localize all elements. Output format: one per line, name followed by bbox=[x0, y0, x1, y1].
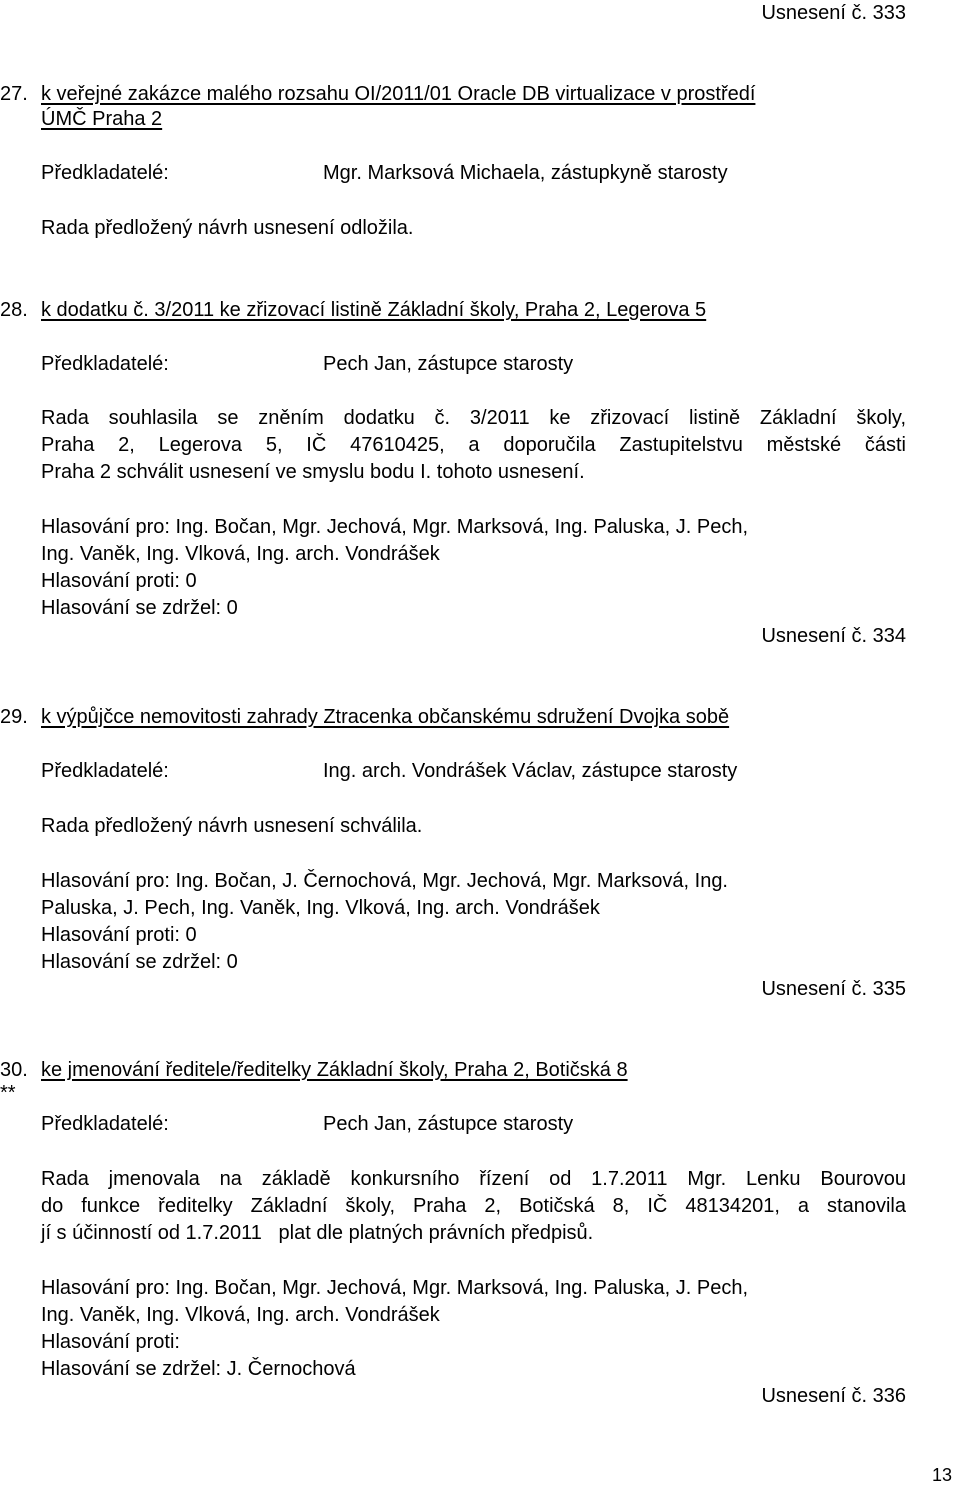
decision-text: Rada předložený návrh usnesení schválila. bbox=[41, 815, 423, 837]
submitter-name: Pech Jan, zástupce starosty bbox=[323, 353, 574, 375]
item-number: 29. bbox=[0, 706, 28, 728]
decision-text: Rada souhlasila se zněním dodatku č. 3/2011 ke zřizovací listině Základní školy, bbox=[41, 407, 906, 429]
vote-for: Ing. Vaněk, Ing. Vlková, Ing. arch. Vondrášek bbox=[41, 543, 440, 565]
vote-against: Hlasování proti: 0 bbox=[41, 924, 197, 946]
decision-text: jí s účinností od 1.7.2011 plat dle platných právních předpisů. bbox=[41, 1222, 594, 1244]
item-title: k veřejné zakázce malého rozsahu OI/2011/01 Oracle DB virtualizace v prostředí bbox=[41, 83, 756, 105]
item-title: k dodatku č. 3/2011 ke zřizovací listině Základní školy, Praha 2, Legerova 5 bbox=[41, 299, 707, 321]
page-number: 13 bbox=[931, 1465, 952, 1485]
resolution-number: Usnesení č. 334 bbox=[761, 625, 906, 647]
item-title: ke jmenování ředitele/ředitelky Základní školy, Praha 2, Botičská 8 bbox=[41, 1059, 628, 1081]
item-title: k výpůjčce nemovitosti zahrady Ztracenka občanskému sdružení Dvojka sobě bbox=[41, 706, 730, 728]
item-number: 30. bbox=[0, 1059, 28, 1081]
submitter-label: Předkladatelé: bbox=[41, 353, 169, 375]
vote-abstain: Hlasování se zdržel: 0 bbox=[41, 597, 238, 619]
resolution-number: Usnesení č. 335 bbox=[761, 978, 906, 1000]
decision-text: Praha 2 schválit usnesení ve smyslu bodu I. tohoto usnesení. bbox=[41, 461, 585, 483]
decision-text: do funkce ředitelky Základní školy, Praha 2, Botičská 8, IČ 48134201, a stanovila bbox=[41, 1195, 906, 1217]
decision-text: Rada předložený návrh usnesení odložila. bbox=[41, 217, 414, 239]
submitter-label: Předkladatelé: bbox=[41, 162, 169, 184]
submitter-name: Ing. arch. Vondrášek Václav, zástupce starosty bbox=[323, 760, 738, 782]
vote-for: Hlasování pro: Ing. Bočan, Mgr. Jechová, Mgr. Marksová, Ing. Paluska, J. Pech, bbox=[41, 516, 749, 538]
vote-abstain: Hlasování se zdržel: J. Černochová bbox=[41, 1358, 356, 1380]
submitter-name: Mgr. Marksová Michaela, zástupkyně starosty bbox=[323, 162, 728, 184]
item-title: ÚMČ Praha 2 bbox=[41, 108, 163, 130]
resolution-number: Usnesení č. 336 bbox=[761, 1385, 906, 1407]
decision-text: Praha 2, Legerova 5, IČ 47610425, a doporučila Zastupitelstvu městské části bbox=[41, 434, 906, 456]
vote-abstain: Hlasování se zdržel: 0 bbox=[41, 951, 238, 973]
submitter-label: Předkladatelé: bbox=[41, 1113, 169, 1135]
item-number: 27. bbox=[0, 83, 28, 105]
item-number: 28. bbox=[0, 299, 28, 321]
vote-against: Hlasování proti: bbox=[41, 1331, 180, 1353]
vote-for: Ing. Vaněk, Ing. Vlková, Ing. arch. Vondrášek bbox=[41, 1304, 440, 1326]
vote-for: Hlasování pro: Ing. Bočan, Mgr. Jechová, Mgr. Marksová, Ing. Paluska, J. Pech, bbox=[41, 1277, 749, 1299]
item-marker: ** bbox=[0, 1082, 16, 1104]
submitter-label: Předkladatelé: bbox=[41, 760, 169, 782]
vote-against: Hlasování proti: 0 bbox=[41, 570, 197, 592]
vote-for: Hlasování pro: Ing. Bočan, J. Černochová, Mgr. Jechová, Mgr. Marksová, Ing. bbox=[41, 870, 728, 892]
submitter-name: Pech Jan, zástupce starosty bbox=[323, 1113, 574, 1135]
decision-text: Rada jmenovala na základě konkursního řízení od 1.7.2011 Mgr. Lenku Bourovou bbox=[41, 1168, 906, 1190]
resolution-number: Usnesení č. 333 bbox=[761, 2, 906, 24]
vote-for: Paluska, J. Pech, Ing. Vaněk, Ing. Vlková, Ing. arch. Vondrášek bbox=[41, 897, 600, 919]
